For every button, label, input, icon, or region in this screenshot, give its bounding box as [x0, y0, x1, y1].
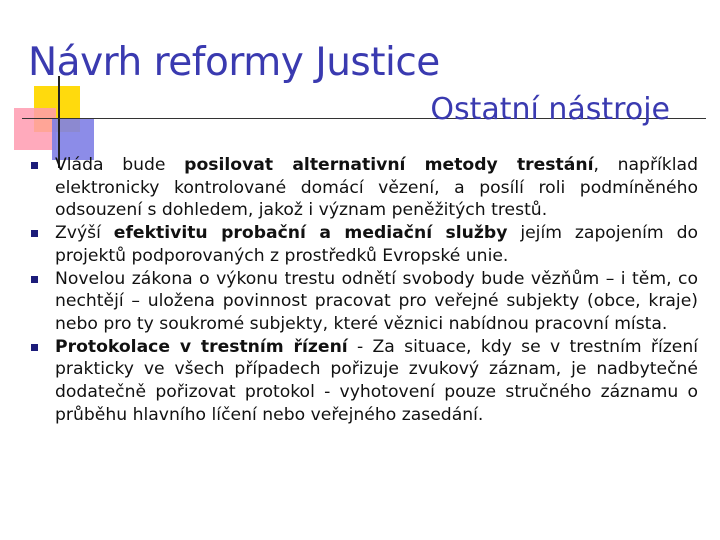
square-bullet-icon	[31, 276, 38, 283]
square-bullet-icon	[31, 344, 38, 351]
slide-title: Návrh reformy Justice	[28, 40, 440, 85]
bullet-text-post: jejím zapojením do projektů podporovaných z prostředků Evropské unie.	[55, 223, 698, 266]
bullet-item-2	[30, 222, 698, 267]
bullet-text-pre: Novelou zákona o výkonu trestu odnětí svobody bude vězňům – i těm, co nechtějí – uložena povinnost pracovat pro veřejné subjekty (obce, kraje) nebo pro ty soukromé subjekty, které věznici nabídnou pracovní místa.	[55, 268, 698, 334]
square-bullet-icon	[31, 230, 38, 237]
bullet-text-post: - Za situace, kdy se v trestním řízení prakticky ve všech případech pořizuje zvukový záznam, je nadbytečné dodatečně pořizovat protokol - vyhotovení pouze stručného záznamu o průběhu hlavního líčení nebo veřejného zasedání.	[55, 336, 698, 425]
bullet-list	[30, 154, 698, 426]
bullet-item-1	[30, 154, 698, 222]
bullet-text-pre: Zvýší	[55, 223, 114, 244]
bullet-item-4	[30, 336, 698, 427]
bullet-text-pre: Vláda bude	[55, 155, 185, 175]
bullet-item-3	[30, 268, 698, 336]
slide-subtitle: Ostatní nástroje	[430, 92, 670, 127]
square-bullet-icon	[31, 162, 38, 169]
decorative-red-square	[14, 108, 56, 150]
bullet-text-bold: efektivitu probační a mediační služby	[113, 223, 508, 244]
bullet-text-bold: posilovat alternativní metody trestání	[184, 155, 594, 175]
bullet-text-post: , například elektronicky kontrolované domácí vězení, a posílí roli podmíněného odsouzení s dohledem, jakož i význam peněžitých trestů.	[55, 155, 698, 221]
bullet-text-bold: Protokolace v trestním řízení	[55, 336, 348, 357]
